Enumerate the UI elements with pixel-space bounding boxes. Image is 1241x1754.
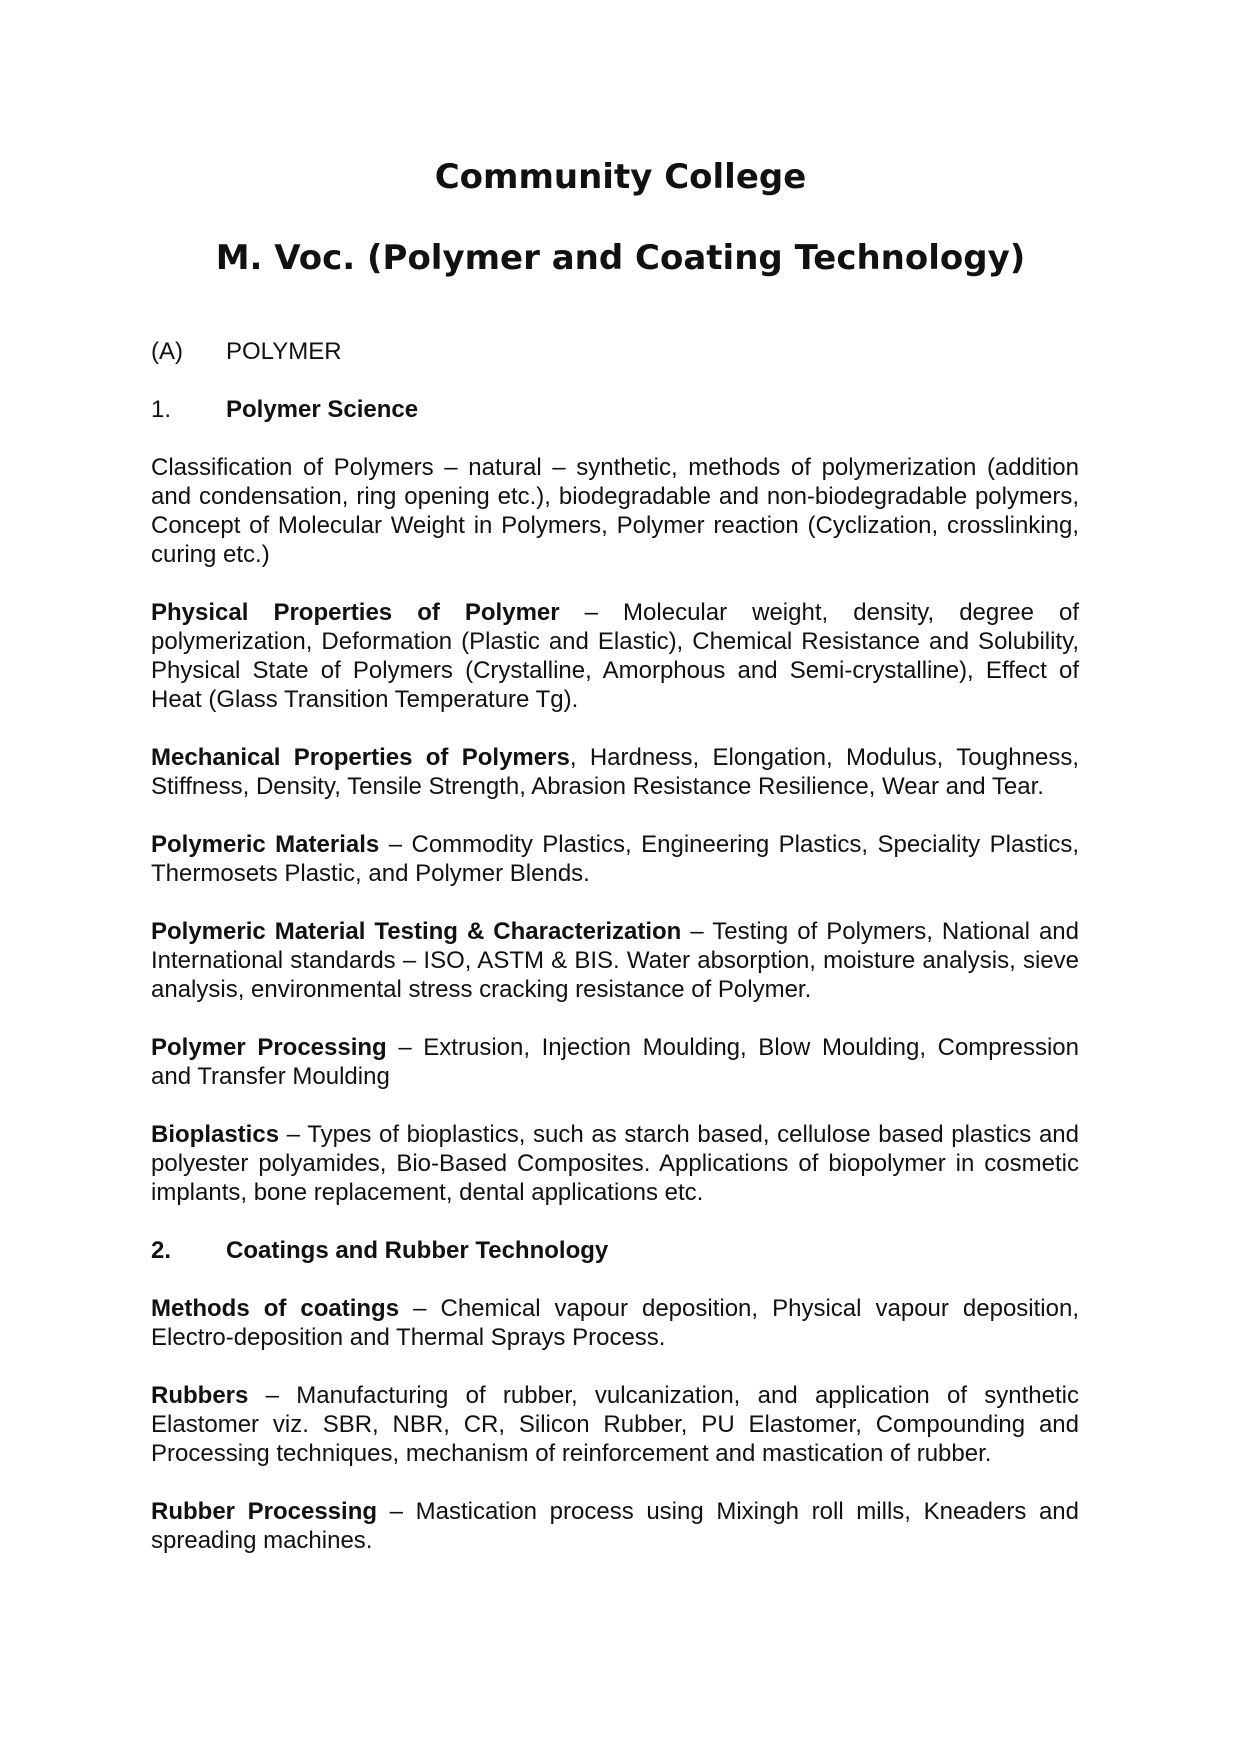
topic-term: Polymeric Materials [151,831,380,858]
topic-rubber-processing [151,1497,1079,1555]
topic-polymer-processing [151,1033,1079,1091]
section-1-number: 1. [151,396,172,423]
page-subtitle: M. Voc. (Polymer and Coating Technology) [215,238,1026,278]
topic-term: Bioplastics [151,1121,280,1148]
topic-bioplastics [151,1120,1079,1207]
topic-text: – Mastication process using Mixingh roll mills, Kneaders and spreading machines. [151,1498,1080,1554]
topic-text: – Extrusion, Injection Moulding, Blow Moulding, Compression and Transfer Moulding [151,1034,1080,1090]
topic-term: Polymeric Material Testing & Characterization [151,918,682,945]
section-1-intro: Classification of Polymers – natural – synthetic, methods of polymerization (addition and condensation, ring opening etc.), biodegradable and non-biodegradable polymers, Concept of Molecular Weight in Polymers, Polymer reaction (Cyclization, crosslinking, curing etc.) [151,454,1079,568]
topic-text: – Commodity Plastics, Engineering Plastics, Speciality Plastics, Thermosets Plastic, and Polymer Blends. [151,831,1079,887]
section-2-heading [151,1236,1079,1265]
topic-term: Physical Properties of Polymer [151,599,560,626]
document-body [151,337,1079,1584]
topic-term: Methods of coatings [151,1295,400,1322]
topic-polymeric-materials [151,830,1079,888]
section-2-number: 2. [151,1237,172,1264]
topic-text: – Manufacturing of rubber, vulcanization, and application of synthetic Elastomer viz. SBR, NBR, CR, Silicon Rubber, PU Elastomer, Compounding and Processing techniques, mechanism of reinforcement and mastication of rubber. [151,1382,1079,1467]
topic-term: Rubber Processing [151,1498,378,1525]
section-1-heading [151,395,1079,424]
section-a-label: POLYMER [226,338,342,365]
topic-text: , Hardness, Elongation, Modulus, Toughness, Stiffness, Density, Tensile Strength, Abrasion Resistance Resilience, Wear and Tear. [151,744,1079,800]
topic-text: – Chemical vapour deposition, Physical vapour deposition, Electro-deposition and Thermal Sprays Process. [151,1295,1080,1351]
topic-term: Rubbers [151,1382,249,1409]
topic-term: Mechanical Properties of Polymers [151,744,570,771]
section-a-marker: (A) [151,338,183,365]
topic-term: Polymer Processing [151,1034,387,1061]
page-title: Community College [434,157,807,197]
topic-text: – Testing of Polymers, National and International standards – ISO, ASTM & BIS. Water absorption, moisture analysis, sieve analysis, environmental stress cracking resistance of Polymer. [151,918,1080,1003]
topic-material-testing [151,917,1079,1004]
topic-methods-of-coatings [151,1294,1079,1352]
topic-mechanical-properties [151,743,1079,801]
topic-rubbers [151,1381,1079,1468]
section-a-heading [151,337,1079,366]
topic-physical-properties [151,598,1079,714]
section-1-title: Polymer Science [226,396,419,423]
section-2-title: Coatings and Rubber Technology [226,1237,609,1264]
topic-text: – Molecular weight, density, degree of polymerization, Deformation (Plastic and Elastic), Chemical Resistance and Solubility, Physical State of Polymers (Crystalline, Amorphous and Semi-crystalline), Effect of Heat (Glass Transition Temperature Tg). [151,599,1079,713]
topic-text: – Types of bioplastics, such as starch based, cellulose based plastics and polyester polyamides, Bio-Based Composites. Applications of biopolymer in cosmetic implants, bone replacement, dental applications etc. [151,1121,1079,1206]
